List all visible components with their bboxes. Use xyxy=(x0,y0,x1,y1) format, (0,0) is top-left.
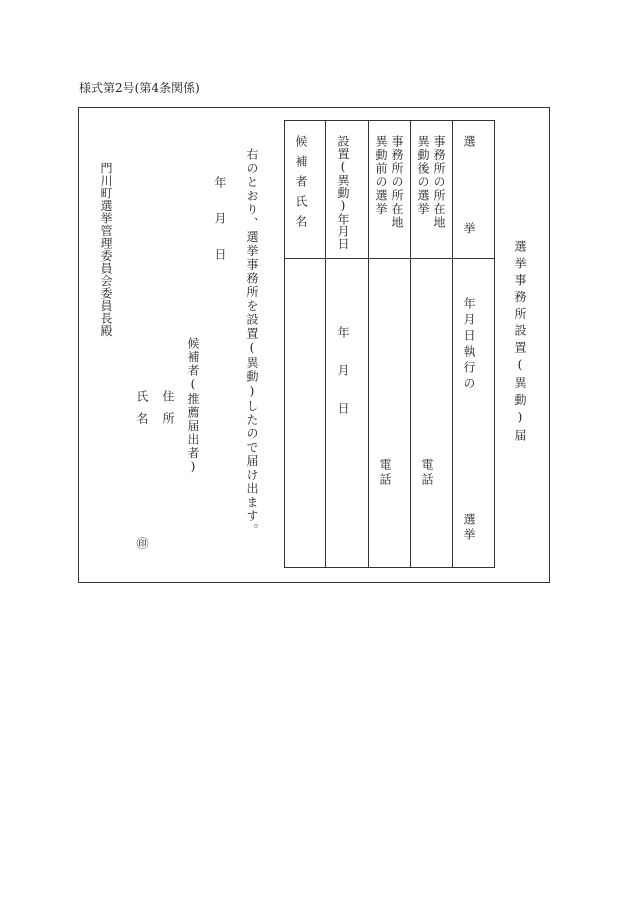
form-title: 選挙事務所設置(異動)届 xyxy=(513,240,527,446)
statement: 右のとおり、選挙事務所を設置(異動)したので届け出ます。 xyxy=(245,148,259,537)
table-divider xyxy=(410,121,411,567)
election-entry-suffix: 選挙 xyxy=(462,513,476,543)
seal-mark: ㊞ xyxy=(135,537,149,549)
candidate-header: 候補者氏名 xyxy=(294,135,308,235)
office-after-header-line2: 異動後の選挙 xyxy=(416,135,430,216)
office-before-header-line1: 事務所の所在地 xyxy=(390,135,404,230)
date-header: 設置(異動)年月日 xyxy=(336,135,350,250)
table-divider xyxy=(325,121,326,567)
office-after-phone: 電話 xyxy=(420,458,434,488)
office-after-header-line1: 事務所の所在地 xyxy=(432,135,446,230)
applicant-role: 候補者(推薦届出者) xyxy=(186,337,200,475)
election-date-entry: 年月日執行の xyxy=(462,297,476,393)
date-entry: 年月日 xyxy=(336,326,350,440)
address-label: 住所 xyxy=(161,390,175,434)
election-header: 選挙 xyxy=(462,135,476,309)
submission-date: 年月日 xyxy=(213,176,227,284)
office-before-header-line2: 異動前の選挙 xyxy=(374,135,388,216)
table-divider xyxy=(452,121,453,567)
office-before-phone: 電話 xyxy=(378,458,392,488)
name-label: 氏名 xyxy=(135,390,149,434)
form-label: 様式第2号(第4条関係) xyxy=(79,81,200,95)
table-divider xyxy=(368,121,369,567)
addressee: 門川町選挙管理委員会委員長殿 xyxy=(99,162,113,337)
